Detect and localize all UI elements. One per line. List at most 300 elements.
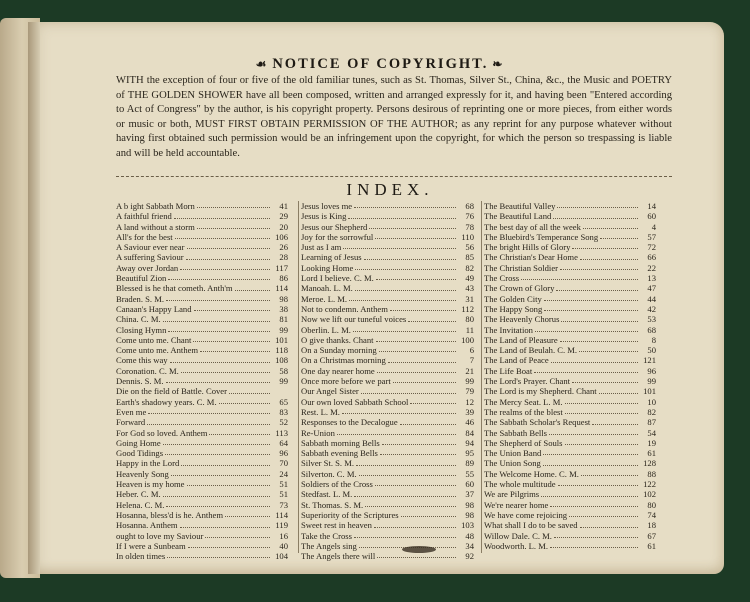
- index-entry-page: 81: [279, 314, 288, 325]
- index-entry-title: Just as I am: [301, 242, 342, 253]
- index-entry-title: Jesus is King: [301, 211, 347, 222]
- index-entry-title: If I were a Sunbeam: [116, 540, 186, 551]
- index-entry-title: Coronation. C. M.: [116, 365, 179, 376]
- leader-dots: [355, 263, 456, 270]
- leader-dots: [534, 366, 638, 373]
- index-entry-page: 61: [647, 448, 656, 459]
- leader-dots: [592, 417, 638, 424]
- index-entry-page: 82: [647, 406, 656, 417]
- index-entry-page: 42: [647, 303, 656, 314]
- index-entry-page: 65: [279, 396, 288, 407]
- index-entry-page: 112: [461, 303, 474, 314]
- index-entry: [301, 541, 474, 551]
- index-entry-page: 80: [647, 499, 656, 510]
- index-entry: [116, 304, 288, 314]
- index-entry: [484, 469, 656, 479]
- leader-dots: [583, 222, 638, 229]
- index-entry-page: 60: [465, 479, 474, 490]
- index-entry: [116, 355, 288, 365]
- index-entry-title: The Lord is my Shepherd. Chant: [484, 386, 597, 397]
- leader-dots: [361, 386, 456, 393]
- index-entry-page: 119: [275, 520, 288, 531]
- index-entry-page: 83: [279, 406, 288, 417]
- index-entry: [116, 520, 288, 530]
- leader-dots: [408, 314, 456, 321]
- leader-dots: [377, 366, 456, 373]
- index-entry-page: 19: [647, 437, 656, 448]
- leader-dots: [558, 479, 638, 486]
- index-entry: [484, 386, 656, 396]
- index-entry: [116, 510, 288, 520]
- leader-dots: [197, 201, 270, 208]
- leader-dots: [364, 252, 456, 259]
- index-entry: [301, 232, 474, 242]
- index-entry-title: Forward: [116, 417, 146, 428]
- index-entry-title: All's for the best: [116, 231, 173, 242]
- index-entry: [484, 242, 656, 252]
- index-entry-title: Dennis. S. M.: [116, 376, 164, 387]
- index-entry-title: Sweet rest in heaven: [301, 520, 372, 531]
- index-entry-title: The Bluebird's Temperance Song: [484, 231, 599, 242]
- index-entry: [484, 520, 656, 530]
- index-entry-page: 11: [465, 324, 474, 335]
- leader-dots: [229, 386, 270, 393]
- index-entry-title: Hosanna. Anthem: [116, 520, 178, 531]
- index-entry: [116, 283, 288, 293]
- leader-dots: [209, 428, 270, 435]
- index-entry-page: 18: [647, 520, 656, 531]
- index-entry-title: Heber. C. M.: [116, 489, 161, 500]
- index-entry-title: A b ight Sabbath Morn: [116, 201, 195, 211]
- leader-dots: [166, 376, 270, 383]
- index-entry-title: The Angels there will: [301, 551, 376, 562]
- index-entry-page: 21: [465, 365, 474, 376]
- index-entry-page: 100: [461, 334, 474, 345]
- index-entry-page: 96: [647, 365, 656, 376]
- index-entry-title: In olden times: [116, 551, 166, 562]
- index-entry-title: The Land of Peace: [484, 355, 549, 366]
- index-entry: [116, 252, 288, 262]
- ornament-left-icon: ☙: [255, 57, 269, 71]
- index-entry: [116, 438, 288, 448]
- index-entry: [301, 355, 474, 365]
- index-entry-title: Not to condemn. Anthem: [301, 303, 388, 314]
- index-entry-title: Stedfast. L. M.: [301, 489, 353, 500]
- index-entry-title: Hosanna, bless'd is he. Anthem: [116, 509, 224, 520]
- index-entry: [301, 551, 474, 561]
- leader-dots: [188, 541, 270, 548]
- index-entry-title: The Christian's Dear Home: [484, 252, 578, 263]
- index-entry-page: 10: [647, 396, 656, 407]
- leader-dots: [353, 325, 456, 332]
- index-entry-title: The realms of the blest: [484, 406, 563, 417]
- leader-dots: [551, 355, 638, 362]
- index-entry: [301, 314, 474, 324]
- index-entry-title: The Golden City: [484, 293, 542, 304]
- index-entry-page: 108: [275, 355, 288, 366]
- index-entry-page: 55: [465, 468, 474, 479]
- index-entry: [116, 428, 288, 438]
- index-entry-title: Closing Hymn: [116, 324, 167, 335]
- leader-dots: [168, 325, 270, 332]
- index-entry-title: Silverton. C. M.: [301, 468, 357, 479]
- index-entry-page: 99: [647, 376, 656, 387]
- index-entry-page: 114: [275, 283, 288, 294]
- index-entry-title: Helena. C. M.: [116, 499, 165, 510]
- index-entry: [116, 345, 288, 355]
- index-entry: [116, 407, 288, 417]
- index-entry-title: One day nearer home: [301, 365, 375, 376]
- index-entry-page: 89: [465, 458, 474, 469]
- index-entry-page: 103: [461, 520, 474, 531]
- index-entry-page: 78: [465, 221, 474, 232]
- leader-dots: [369, 222, 456, 229]
- index-entry-title: Heaven is my home: [116, 479, 185, 490]
- index-entry: [116, 500, 288, 510]
- index-entry-title: Away over Jordan: [116, 262, 179, 273]
- index-entry-title: Manoah. L. M.: [301, 283, 353, 294]
- index-entry-page: 79: [465, 386, 474, 397]
- index-entry: [484, 376, 656, 386]
- index-entry: [484, 325, 656, 335]
- index-entry-title: Sabbath evening Bells: [301, 448, 378, 459]
- ornament-right-icon: ❧: [492, 57, 505, 71]
- index-entry-page: 70: [279, 458, 288, 469]
- index-entry-page: 99: [465, 376, 474, 387]
- leader-dots: [556, 283, 638, 290]
- leader-dots: [186, 252, 270, 259]
- leader-dots: [197, 222, 270, 229]
- index-entry: [484, 428, 656, 438]
- index-entry-title: A faithful friend: [116, 211, 172, 222]
- index-entry-title: Joy for the sorrowful: [301, 231, 374, 242]
- index-entry-page: 20: [279, 221, 288, 232]
- index-entry-page: 73: [279, 499, 288, 510]
- index-entry-page: 31: [465, 293, 474, 304]
- index-entry-page: 52: [279, 417, 288, 428]
- index-entry-page: 56: [465, 242, 474, 253]
- leader-dots: [544, 294, 638, 301]
- index-entry: [484, 232, 656, 242]
- index-entry: [301, 500, 474, 510]
- index-entry-page: 12: [465, 396, 474, 407]
- index-entry-page: 86: [279, 273, 288, 284]
- leader-dots: [565, 438, 638, 445]
- leader-dots: [544, 304, 638, 311]
- index-entry-title: The whole multitude: [484, 479, 556, 490]
- index-entry: [484, 438, 656, 448]
- leader-dots: [376, 273, 456, 280]
- index-entry: [301, 201, 474, 211]
- index-entry: [301, 325, 474, 335]
- index-entry-title: Earth's shadowy years. C. M.: [116, 396, 217, 407]
- index-entry-page: 98: [279, 293, 288, 304]
- index-column-2: [298, 201, 474, 562]
- index-entry-page: 44: [647, 293, 656, 304]
- index-entry: [301, 407, 474, 417]
- index-entry-title: Come this way: [116, 355, 168, 366]
- index-entry-page: 51: [279, 489, 288, 500]
- leader-dots: [401, 510, 456, 517]
- index-entry: [116, 531, 288, 541]
- index-entry-page: 39: [465, 406, 474, 417]
- index-entry-page: 14: [647, 201, 656, 211]
- leader-dots: [521, 273, 638, 280]
- index-entry-title: The best day of all the week: [484, 221, 581, 232]
- index-entry-title: Looking Home: [301, 262, 354, 273]
- index-entry-title: St. Thomas. S. M.: [301, 499, 364, 510]
- index-entry-page: 54: [647, 427, 656, 438]
- leader-dots: [181, 366, 270, 373]
- leader-dots: [374, 520, 456, 527]
- index-entry-title: Beautiful Zion: [116, 273, 167, 284]
- notice-paragraph: WITH the exception of four or five of the old familiar tunes, such as St. Thomas, Silver St., China, &c., the Music and POETRY of THE GOLDEN SHOWER have all been composed, written and arranged expressly for it, and having been "Entered according to Act of Congress" by the author, is his copyright property. Persons desirous of reprinting one or more pieces, from either words or music or both, MUST FIRST OBTAIN PERMISSION OF THE AUTHOR; as any reprint for any purpose whatever without having first obtained such permission would be an infringement upon the copyright, for which the person so trespassing is liable and will be held accountable.: [116, 75, 672, 159]
- index-entry-title: The Heavenly Chorus: [484, 314, 560, 325]
- index-entry: [484, 407, 656, 417]
- leader-dots: [390, 304, 456, 311]
- index-entry-page: 101: [275, 334, 288, 345]
- leader-dots: [579, 345, 638, 352]
- leader-dots: [163, 314, 270, 321]
- leader-dots: [167, 551, 270, 558]
- index-entry: [301, 397, 474, 407]
- leader-dots: [354, 489, 456, 496]
- index-entry-title: China. C. M.: [116, 314, 161, 325]
- index-entry-title: Blessed is he that cometh. Anth'm: [116, 283, 233, 294]
- index-entry-page: 60: [647, 211, 656, 222]
- leader-dots: [348, 211, 456, 218]
- index-entry-title: The Lord's Prayer. Chant: [484, 376, 571, 387]
- index-entry: [116, 376, 288, 386]
- index-entry: [484, 417, 656, 427]
- index-entry-page: 61: [647, 540, 656, 551]
- index-entry: [484, 273, 656, 283]
- index-entry-page: 28: [279, 252, 288, 263]
- index-entry: [484, 355, 656, 365]
- leader-dots: [543, 458, 638, 465]
- index-entry-page: 49: [465, 273, 474, 284]
- index-entry-title: Willow Dale. C. M.: [484, 530, 552, 541]
- leader-dots: [181, 458, 270, 465]
- leader-dots: [561, 314, 638, 321]
- index-entry-title: Our own loved Sabbath School: [301, 396, 409, 407]
- leader-dots: [599, 386, 638, 393]
- index-entry-title: Canaan's Happy Land: [116, 303, 192, 314]
- index-entry: [116, 273, 288, 283]
- index-entry-title: The Shepherd of Souls: [484, 437, 563, 448]
- index-entry-page: 99: [279, 324, 288, 335]
- index-entry-title: What shall I do to be saved: [484, 520, 578, 531]
- leader-dots: [175, 232, 270, 239]
- index-entry: [484, 222, 656, 232]
- index-entry-page: 24: [279, 468, 288, 479]
- index-entry-page: 13: [647, 273, 656, 284]
- index-entry-title: Now we lift our tuneful voices: [301, 314, 407, 325]
- index-entry-page: 84: [465, 427, 474, 438]
- index-entry-page: 8: [651, 334, 656, 345]
- index-entry-title: The Cross: [484, 273, 520, 284]
- index-entry-title: The Invitation: [484, 324, 533, 335]
- index-entry-page: 92: [465, 551, 474, 562]
- index-entry: [484, 314, 656, 324]
- index-entry: [301, 283, 474, 293]
- notice-title: NOTICE OF COPYRIGHT.: [272, 56, 489, 72]
- index-entry: [116, 366, 288, 376]
- leader-dots: [349, 294, 456, 301]
- index-entry-title: The Union Band: [484, 448, 542, 459]
- leader-dots: [376, 335, 456, 342]
- index-entry-title: Jesus our Shepherd: [301, 221, 368, 232]
- index-entry-title: The Angels sing: [301, 540, 357, 551]
- leader-dots: [549, 428, 638, 435]
- leader-dots: [375, 479, 456, 486]
- leader-dots: [171, 469, 270, 476]
- index-entry-page: 96: [279, 448, 288, 459]
- index-entry-title: Happy in the Lord: [116, 458, 180, 469]
- index-entry-page: 47: [647, 283, 656, 294]
- index-entry-title: Good Tidings: [116, 448, 164, 459]
- leader-dots: [375, 232, 456, 239]
- index-entry: [301, 304, 474, 314]
- leader-dots: [560, 335, 638, 342]
- index-entry-page: 110: [461, 231, 474, 242]
- index-entry: [301, 479, 474, 489]
- index-entry-page: 67: [647, 530, 656, 541]
- index-entry-title: We have come rejoicing: [484, 509, 568, 520]
- index-entry: [484, 283, 656, 293]
- index-entry: [116, 263, 288, 273]
- index-entry-title: Responses to the Decalogue: [301, 417, 398, 428]
- leader-dots: [382, 438, 456, 445]
- index-column-3: [481, 201, 656, 553]
- leader-dots: [219, 397, 270, 404]
- index-entry: [116, 448, 288, 458]
- leader-dots: [569, 510, 638, 517]
- leader-dots: [168, 273, 270, 280]
- leader-dots: [543, 448, 638, 455]
- leader-dots: [170, 355, 270, 362]
- index-entry-title: The Happy Song: [484, 303, 543, 314]
- index-column-1: [116, 201, 288, 561]
- index-entry: [301, 273, 474, 283]
- index-entry-page: 4: [651, 221, 656, 232]
- leader-dots: [200, 345, 270, 352]
- index-entry-title: Braden. S. M.: [116, 293, 164, 304]
- index-entry-title: The bright Hills of Glory: [484, 242, 571, 253]
- index-entry: [116, 551, 288, 561]
- index-entry: [116, 489, 288, 499]
- index-entry-title: We're nearer home: [484, 499, 549, 510]
- index-entry: [116, 222, 288, 232]
- index-entry-title: Lord I believe. C. M.: [301, 273, 374, 284]
- index-entry: [484, 304, 656, 314]
- index-entry-page: 85: [465, 252, 474, 263]
- index-entry-page: 26: [279, 242, 288, 253]
- index-entry: [116, 386, 288, 396]
- leader-dots: [410, 397, 456, 404]
- leader-dots: [193, 335, 270, 342]
- leader-dots: [355, 283, 456, 290]
- index-entry-page: 29: [279, 211, 288, 222]
- index-entry: [484, 479, 656, 489]
- index-entry-page: 6: [469, 345, 474, 356]
- leader-dots: [343, 242, 456, 249]
- leader-dots: [166, 500, 270, 507]
- leader-dots: [554, 531, 638, 538]
- leader-dots: [354, 531, 456, 538]
- index-entry: [116, 541, 288, 551]
- index-entry: [116, 314, 288, 324]
- ink-stain: [402, 546, 436, 553]
- index-entry-page: 88: [647, 468, 656, 479]
- index-entry-page: 66: [647, 252, 656, 263]
- leader-dots: [535, 325, 638, 332]
- index-entry: [484, 366, 656, 376]
- leader-dots: [557, 201, 638, 208]
- index-entry: [116, 479, 288, 489]
- index-entry-title: The Life Boat: [484, 365, 533, 376]
- leader-dots: [400, 417, 456, 424]
- leader-dots: [580, 252, 638, 259]
- leader-dots: [580, 520, 638, 527]
- leader-dots: [393, 376, 456, 383]
- leader-dots: [225, 510, 270, 517]
- index-entry: [484, 531, 656, 541]
- index-entry-page: [272, 386, 288, 396]
- index-entry-page: 22: [647, 262, 656, 273]
- index-entry-page: 128: [643, 458, 656, 469]
- index-entry-title: The Union Song: [484, 458, 541, 469]
- index-entry-page: 99: [279, 376, 288, 387]
- index-entry-title: On a Christmas morning: [301, 355, 386, 366]
- index-entry-title: A Saviour ever near: [116, 242, 185, 253]
- leader-dots: [165, 448, 270, 455]
- index-entry-page: 82: [465, 262, 474, 273]
- index-entry: [301, 469, 474, 479]
- index-entry: [301, 417, 474, 427]
- index-entry-title: Jesus loves me: [301, 201, 353, 211]
- leader-dots: [565, 397, 638, 404]
- index-entry: [116, 458, 288, 468]
- index-entry-page: 50: [647, 345, 656, 356]
- index-entry: [301, 438, 474, 448]
- index-entry: [301, 366, 474, 376]
- leader-dots: [187, 242, 271, 249]
- index-entry: [301, 376, 474, 386]
- index-entry-page: 98: [465, 509, 474, 520]
- index-entry: [301, 222, 474, 232]
- index-entry: [484, 294, 656, 304]
- index-entry-title: The Beautiful Land: [484, 211, 552, 222]
- divider: [116, 176, 672, 177]
- index-entry-title: The Christian Soldier: [484, 262, 558, 273]
- index-entry: [116, 201, 288, 211]
- leader-dots: [553, 211, 638, 218]
- index-title: INDEX.: [346, 180, 434, 199]
- index-entry-page: 113: [275, 427, 288, 438]
- index-entry-page: 72: [647, 242, 656, 253]
- index-entry-page: 106: [275, 231, 288, 242]
- index-entry-page: 43: [465, 283, 474, 294]
- index-entry: [484, 335, 656, 345]
- index-entry-title: Once more before we part: [301, 376, 391, 387]
- index-entry-title: The Sabbath Scholar's Request: [484, 417, 591, 428]
- index-entry: [484, 211, 656, 221]
- index-entry-title: Silver St. S. M.: [301, 458, 355, 469]
- index-entry: [484, 489, 656, 499]
- index-entry-page: 38: [279, 303, 288, 314]
- leader-dots: [187, 479, 271, 486]
